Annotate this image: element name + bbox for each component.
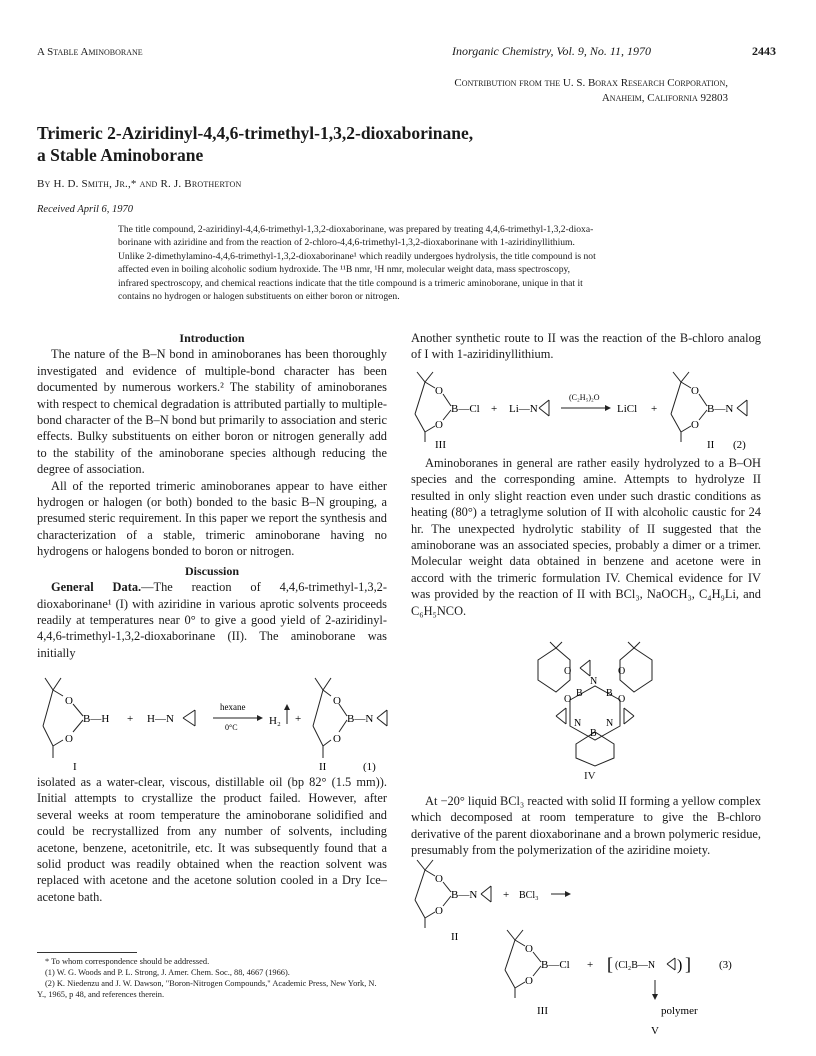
scheme3-plus: + <box>503 889 510 901</box>
ring-O: O <box>525 975 533 987</box>
scheme2-condition: (C₂H₅)₂O <box>569 393 600 402</box>
ring-O: O <box>333 733 341 745</box>
abstract-line: affected even in boiling alcoholic sodium hydroxide. The ¹¹B nmr, ¹H nmr, molecular weight data, mass spectroscopy, <box>118 264 571 276</box>
ring-O: O <box>435 419 443 431</box>
scheme3-bcl: B—Cl <box>541 959 570 971</box>
ring-B: B <box>576 688 583 699</box>
aziridine-ring-icon <box>377 710 387 726</box>
scheme1-hn: H—N <box>147 713 174 725</box>
right-paragraph-2: Aminoboranes in general are rather easily hydrolyzed to a B–OH species and the corresponding amine. Attempts to hydrolyze II resulted in only slight reaction even under such drastic conditions as heating (80°) a tetraglyme solution of II with alcoholic caustic for 24 hr. The unexpected hydrolytic stability of II suggested that the aminoborane was an associated species, probably a dimer or a trimer. Molecular weight data obtained in benzene and acetone were in accord with the trimeric formulation IV. Chemical evidence for IV was provided by the reaction of II with BCl₃, NaOCH₃, C₄H₉Li, and C₆H₅NCO. <box>411 456 761 618</box>
polymer-arrow-head <box>652 994 658 1000</box>
scheme1-h2: H₂ <box>269 715 281 727</box>
aziridine-ring-icon <box>539 400 549 416</box>
equation-number-2: (2) <box>733 439 746 450</box>
general-data-lead: General Data. <box>51 580 142 595</box>
ring-O: O <box>618 694 626 705</box>
scheme1-bn: B—N <box>347 713 374 725</box>
bracket-left: [ <box>607 954 613 974</box>
abstract <box>118 223 734 303</box>
dioxaborinane-ring-III <box>415 372 451 442</box>
dioxaborinane-ring-III <box>505 930 541 998</box>
article-title <box>37 122 757 166</box>
compound-label-II: II <box>707 439 715 450</box>
arrow-head <box>605 405 611 411</box>
gas-arrow-head <box>284 704 290 710</box>
footnotes <box>37 956 387 1000</box>
ring-B: B <box>606 688 613 699</box>
authors: By H. D. Smith, Jr.,* and R. J. Brotherton <box>37 178 242 190</box>
scheme3-polymer: polymer <box>661 1005 698 1017</box>
abstract-line: Unlike 2-dimethylamino-4,4,6-trimethyl-1,3,2-dioxaborinane¹ which readily undergoes hydrolysis, the title compound is not <box>118 250 596 262</box>
equation-number-3: (3) <box>719 959 732 971</box>
ring-B: B <box>590 728 597 739</box>
ring-O: O <box>691 419 699 431</box>
aziridine-ring-icon <box>183 710 195 726</box>
ring-O: O <box>564 666 572 677</box>
scheme2-bn: B—N <box>707 403 734 415</box>
scheme3-bn: B—N <box>451 889 478 901</box>
ring-O: O <box>435 905 443 917</box>
right-column-bottom <box>411 793 761 859</box>
left-column-top <box>37 330 387 661</box>
scheme2-plus: + <box>651 403 658 415</box>
ring-O: O <box>618 666 626 677</box>
compound-label-V: V <box>651 1025 659 1037</box>
aziridine-ring-icon <box>667 958 675 970</box>
right-column-top <box>411 330 761 363</box>
dioxaborinane-ring-II <box>313 678 347 758</box>
ring-O: O <box>65 695 73 707</box>
dioxaborinane-ring-II <box>671 372 707 442</box>
reaction-scheme-2 <box>411 370 763 450</box>
scheme2-lin: Li—N <box>509 403 538 415</box>
compound-label-II: II <box>319 761 327 772</box>
title-line-2: a Stable Aminoborane <box>37 145 204 165</box>
arrow-head <box>257 715 263 721</box>
reaction-scheme-1 <box>37 676 389 772</box>
discussion-paragraph-1-text: —The reaction of 4,4,6-trimethyl-1,3,2-dioxaborinane¹ (I) with aziridine in various aprotic solvents proceeds readily at temperatures near 0° to give a good yield of 2-aziridinyl-4,4,6-trimethyl-1,3,2-dioxaborinane (II). The aminoborane was initially <box>37 580 387 660</box>
trimer-rings <box>538 642 652 766</box>
aziridine-ring-icon <box>737 400 747 416</box>
ring-N: N <box>606 718 614 729</box>
right-paragraph-1: Another synthetic route to II was the reaction of the B-chloro analog of I with 1-aziridinyllithium. <box>411 331 761 362</box>
received-date: Received April 6, 1970 <box>37 204 134 215</box>
footnote: (1) W. G. Woods and P. L. Strong, J. Amer. Chem. Soc., 88, 4667 (1966). <box>45 968 290 977</box>
ring-O: O <box>525 943 533 955</box>
running-head-left: A Stable Aminoborane <box>37 46 143 58</box>
compound-label-III: III <box>537 1005 548 1017</box>
intro-paragraph-2: All of the reported trimeric aminoboranes appear to have either hydrogen or halogen (or both) bonded to the basic B–N grouping, a presumed steric requirement. In this paper we report the synthesis and characterization of a stable, trimeric aminoborane having no hydrogens or halogens bonded to boron or nitrogen. <box>37 478 387 559</box>
ring-N: N <box>574 718 582 729</box>
scheme1-plus: + <box>127 713 134 725</box>
dioxaborinane-ring-I <box>43 678 83 758</box>
scheme3-bcl3: BCl₃ <box>519 890 539 901</box>
ring-O: O <box>435 385 443 397</box>
aziridine-ring-icon <box>481 886 491 902</box>
dioxaborinane-ring-II <box>415 860 451 928</box>
compound-label-I: I <box>73 761 77 772</box>
discussion-paragraph-1 <box>37 579 387 661</box>
reaction-scheme-3 <box>411 858 763 1042</box>
scheme3-plus: + <box>587 959 594 971</box>
ring-O: O <box>435 873 443 885</box>
intro-paragraph-1: The nature of the B–N bond in aminoboranes has been thoroughly investigated and evidence of multiple-bond character has been documented by numerous workers.² The stability of aminoboranes with respect to chemical degradation is attributed partially to multiple-bond character of the B–N bond but primarily to association and steric effects. Bulky substituents on either boron or nitrogen generally add to the stability of the aminoborane species although reducing the degree of association. <box>37 347 387 477</box>
abstract-line: contains no hydrogen or halogen substituents on either boron or nitrogen. <box>118 291 400 303</box>
abstract-line: infrared spectroscopy, and chemical reactions indicate that the title compound is a trimeric aminoborane, unique in that it <box>118 277 583 289</box>
abstract-line: The title compound, 2-aziridinyl-4,4,6-trimethyl-1,3,2-dioxaborinane, was prepared by treating 4,4,6-trimethyl-1,3,2-dioxa- <box>118 224 594 235</box>
paren-right: ) <box>677 957 683 974</box>
ring-O: O <box>691 385 699 397</box>
scheme2-plus: + <box>491 403 498 415</box>
footnote: (2) K. Niedenzu and J. W. Dawson, "Boron-Nitrogen Compounds," Academic Press, New York, N. Y., 1965, p 48, and references therein. <box>37 979 377 999</box>
equation-number-1: (1) <box>363 761 376 772</box>
ring-O: O <box>333 695 341 707</box>
compound-label-III: III <box>435 439 446 450</box>
trimer-structure-IV <box>520 640 670 768</box>
scheme1-condition-bottom: 0°C <box>225 723 238 732</box>
footnote: * To whom correspondence should be addressed. <box>45 957 210 966</box>
ring-O: O <box>65 733 73 745</box>
right-paragraph-3: At −20° liquid BCl₃ reacted with solid II forming a yellow complex which decomposed at room temperature to give the B-chloro derivative of the parent dioxaborinane and a brown polymeric residue, presumably from the polymerization of the aziridine moiety. <box>411 794 761 858</box>
discussion-heading: Discussion <box>184 563 240 578</box>
abstract-line: borinane with aziridine and from the reaction of 2-chloro-4,4,6-trimethyl-1,3,2-dioxaborinane with 1-aziridinyllithium. <box>118 237 575 249</box>
scheme1-condition-top: hexane <box>220 702 246 712</box>
left-column-bottom <box>37 774 387 905</box>
discussion-paragraph-2: isolated as a water-clear, viscous, distillable oil (bp 82° (1.5 mm)). Initial attempts to crystallize the product failed. However, after several weeks at room temperature the aminoborane solidified and could be recrystallized from any number of solvents, including acetone, benzene, acetonitrile, etc. It was subsequently found that a solid product was readily obtained when the reaction solvent was replaced with acetone and the acetone solution cooled in a Dry Ice–acetone bath. <box>37 775 387 904</box>
scheme1-plus: + <box>295 713 302 725</box>
contribution-line-1: Contribution from the U. S. Borax Research Corporation, <box>454 77 728 89</box>
scheme3-polymer-unit: (Cl₂B—N <box>615 960 656 971</box>
bracket-right: ] <box>685 954 691 974</box>
title-line-1: Trimeric 2-Aziridinyl-4,4,6-trimethyl-1,3,2-dioxaborinane, <box>37 123 474 143</box>
scheme1-bh: B—H <box>83 713 110 725</box>
ring-O: O <box>564 694 572 705</box>
contribution-line-2: Anaheim, California 92803 <box>601 92 728 104</box>
ring-N: N <box>590 676 598 687</box>
journal-citation: Inorganic Chemistry, Vol. 9, No. 11, 1970 <box>452 44 651 58</box>
scheme2-licl: LiCl <box>617 403 638 415</box>
footnote-rule <box>37 952 137 953</box>
arrow-head <box>565 891 571 897</box>
page-number: 2443 <box>752 44 776 58</box>
introduction-heading: Introduction <box>179 331 245 345</box>
compound-label-II: II <box>451 931 459 943</box>
right-column-middle <box>411 455 761 619</box>
compound-label-IV: IV <box>584 770 596 782</box>
scheme2-bcl: B—Cl <box>451 403 480 415</box>
